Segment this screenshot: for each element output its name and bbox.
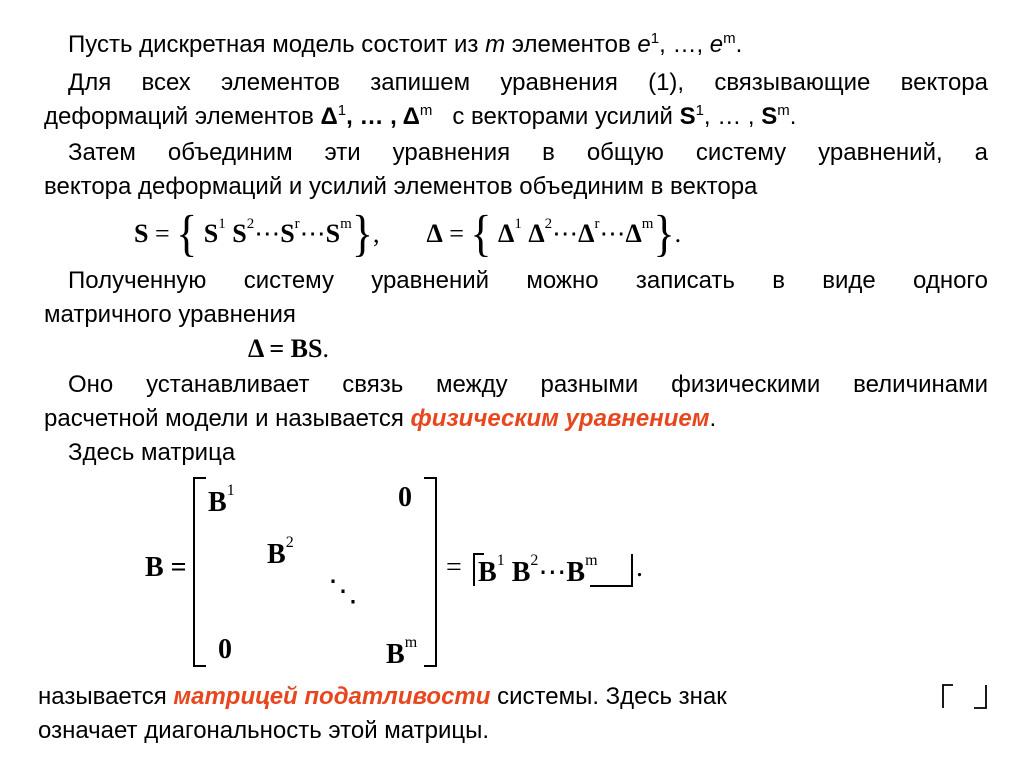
para-3-line-2: вектора деформаций и усилий элементов объединим в вектора: [44, 173, 758, 200]
matrix-period: .: [636, 552, 643, 583]
matrix-b2: $B^2$: [267, 534, 294, 570]
equation-vectors: S = { $S^1$ $S^2\cdots S^r\cdots S^m$}, Δ = { $\Delta^1$ $\Delta^2\cdots\Delta^r\cdots\Delta^m$}.: [134, 205, 682, 262]
para-5-line-2: расчетной модели и называется физическим уравнением.: [44, 405, 717, 432]
para-2-line-1: Для всех элементов запишем уравнения (1), связывающие вектора: [68, 69, 988, 96]
matrix-b1: $B^1$: [208, 482, 235, 518]
matrix-ddots: ⋱: [328, 575, 358, 608]
matrix-rhs: =: [446, 552, 462, 583]
para-7-line-1: называется матрицей податливости системы. Здесь знак: [38, 683, 727, 710]
equation-physical: Δ = BS.: [248, 334, 329, 363]
para-4-line-1: Полученную систему уравнений можно записать в виде одного: [68, 267, 988, 294]
para-2-line-2: деформаций элементов $\Delta^1$, … , $\Delta^m$ с векторами усилий $S^1$, … , $S^m$.: [44, 102, 797, 130]
para-5-line-1: Оно устанавливает связь между разными физическими величинами: [68, 371, 988, 398]
matrix-zero-top: 0: [398, 482, 412, 513]
para-6: Здесь матрица: [68, 439, 236, 466]
term-compliance-matrix: матрицей податливости: [173, 683, 491, 710]
matrix-lhs: B =: [145, 552, 187, 583]
para-3-line-1: Затем объединим эти уравнения в общую систему уравнений, а: [68, 139, 988, 166]
para-1: Пусть дискретная модель состоит из m элементов $e^1$, …, $e^m$.: [68, 30, 743, 58]
diag-sign-icon: [940, 682, 990, 710]
matrix-rhs-row: $B^1$ $B^2\cdots B^m$: [478, 552, 598, 588]
matrix-bm: $B^m$: [386, 634, 418, 670]
para-7-line-2: означает диагональность этой матрицы.: [38, 717, 490, 744]
term-physical-equation: физическим уравнением: [410, 405, 710, 432]
para-4-line-2: матричного уравнения: [44, 301, 296, 328]
matrix-zero-bottom: 0: [218, 634, 232, 665]
